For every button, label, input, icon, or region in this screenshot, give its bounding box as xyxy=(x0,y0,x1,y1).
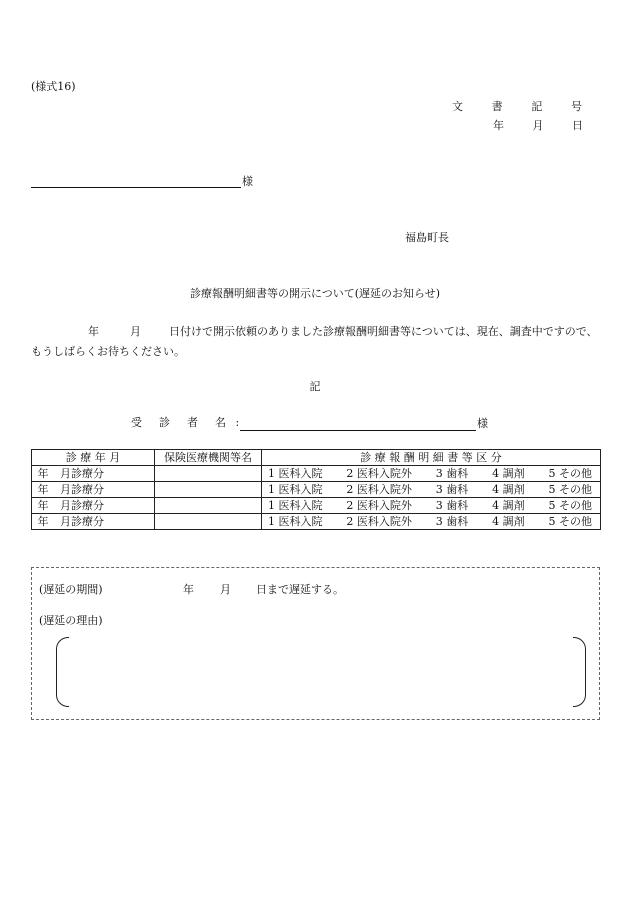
body-month: 月 xyxy=(130,325,141,338)
institution-cell[interactable] xyxy=(155,482,262,498)
form-number: (様式16) xyxy=(31,80,76,93)
category-option[interactable]: 1 医科入院 xyxy=(268,483,323,496)
period-cell[interactable] xyxy=(32,482,155,498)
disclosure-table xyxy=(31,449,601,530)
table-header-row xyxy=(32,450,601,466)
patient-label-text xyxy=(131,416,226,430)
category-option[interactable]: 3 歯科 xyxy=(435,483,469,496)
category-option[interactable]: 5 その他 xyxy=(548,499,592,512)
doc-char: 書 xyxy=(491,100,503,113)
category-option[interactable]: 3 歯科 xyxy=(435,499,469,512)
category-option[interactable]: 1 医科入院 xyxy=(268,515,323,528)
category-option[interactable]: 2 医科入院外 xyxy=(346,467,412,480)
period-year: 年 xyxy=(37,467,49,480)
reason-bracket-left xyxy=(56,637,69,707)
body-paragraph xyxy=(31,322,601,362)
period-cell[interactable] xyxy=(32,466,155,482)
delay-until-text: 日まで遅延する。 xyxy=(256,583,344,596)
period-cell[interactable] xyxy=(32,514,155,530)
category-option[interactable]: 4 調剤 xyxy=(492,483,525,496)
addressee-field[interactable] xyxy=(31,187,241,188)
patient-char: 名 xyxy=(215,416,226,429)
reason-bracket-right xyxy=(573,637,586,707)
patient-char: 受 xyxy=(131,416,142,429)
header-category: 診 療 報 酬 明 細 書 等 区 分 xyxy=(262,450,601,466)
header-institution: 保険医療機関等名 xyxy=(155,450,262,466)
period-month: 月診療分 xyxy=(60,467,104,480)
table-row xyxy=(32,482,601,498)
category-cell[interactable] xyxy=(262,514,601,530)
ki-heading: 記 xyxy=(309,380,321,393)
category-option[interactable]: 4 調剤 xyxy=(492,499,525,512)
delay-period-label: (遅延の期間) xyxy=(39,583,103,596)
category-option[interactable]: 5 その他 xyxy=(548,467,592,480)
category-option[interactable]: 2 医科入院外 xyxy=(346,483,412,496)
table-row xyxy=(32,514,601,530)
category-cell[interactable] xyxy=(262,466,601,482)
patient-char: 者 xyxy=(187,416,198,429)
category-option[interactable]: 3 歯科 xyxy=(435,467,469,480)
table-row xyxy=(32,498,601,514)
sender-name: 福島町長 xyxy=(405,231,449,244)
category-option[interactable]: 2 医科入院外 xyxy=(346,499,412,512)
delay-year[interactable]: 年 xyxy=(183,583,194,596)
institution-cell[interactable] xyxy=(155,514,262,530)
addressee-suffix: 様 xyxy=(242,175,253,188)
issue-date xyxy=(493,119,583,133)
category-option[interactable]: 5 その他 xyxy=(548,483,592,496)
date-month: 月 xyxy=(532,119,544,132)
date-year: 年 xyxy=(493,119,504,132)
category-option[interactable]: 3 歯科 xyxy=(435,515,469,528)
period-year: 年 xyxy=(37,499,49,512)
category-option[interactable]: 4 調剤 xyxy=(492,467,525,480)
category-option[interactable]: 1 医科入院 xyxy=(268,467,323,480)
header-period: 診 療 年 月 xyxy=(32,450,155,466)
patient-suffix: 様 xyxy=(477,417,488,430)
period-year: 年 xyxy=(37,515,49,528)
body-year: 年 xyxy=(88,325,99,338)
date-day: 日 xyxy=(572,119,583,132)
delay-reason-label: (遅延の理由) xyxy=(39,614,103,627)
category-option[interactable]: 5 その他 xyxy=(548,515,592,528)
period-month: 月診療分 xyxy=(60,483,104,496)
patient-name-field[interactable] xyxy=(240,430,476,431)
doc-char: 文 xyxy=(452,100,463,113)
institution-cell[interactable] xyxy=(155,498,262,514)
period-month: 月診療分 xyxy=(60,515,104,528)
patient-colon: : xyxy=(235,416,240,429)
body-text: 日付けで開示依頼のありました診療報酬明細書等については、現在、調査中ですので、もうしばらくお待ちください。 xyxy=(31,325,598,358)
doc-char: 記 xyxy=(531,100,543,113)
category-option[interactable]: 4 調剤 xyxy=(492,515,525,528)
delay-month[interactable]: 月 xyxy=(220,583,231,596)
patient-label xyxy=(131,416,239,430)
category-cell[interactable] xyxy=(262,498,601,514)
document-title: 診療報酬明細書等の開示について(遅延のお知らせ) xyxy=(189,287,441,300)
category-cell[interactable] xyxy=(262,482,601,498)
period-year: 年 xyxy=(37,483,49,496)
period-cell[interactable] xyxy=(32,498,155,514)
doc-char: 号 xyxy=(570,100,582,113)
period-month: 月診療分 xyxy=(60,499,104,512)
table-row xyxy=(32,466,601,482)
delay-reason-field[interactable] xyxy=(75,645,565,699)
document-number-label xyxy=(452,100,582,114)
institution-cell[interactable] xyxy=(155,466,262,482)
category-option[interactable]: 1 医科入院 xyxy=(268,499,323,512)
category-option[interactable]: 2 医科入院外 xyxy=(346,515,412,528)
patient-char: 診 xyxy=(159,416,170,429)
